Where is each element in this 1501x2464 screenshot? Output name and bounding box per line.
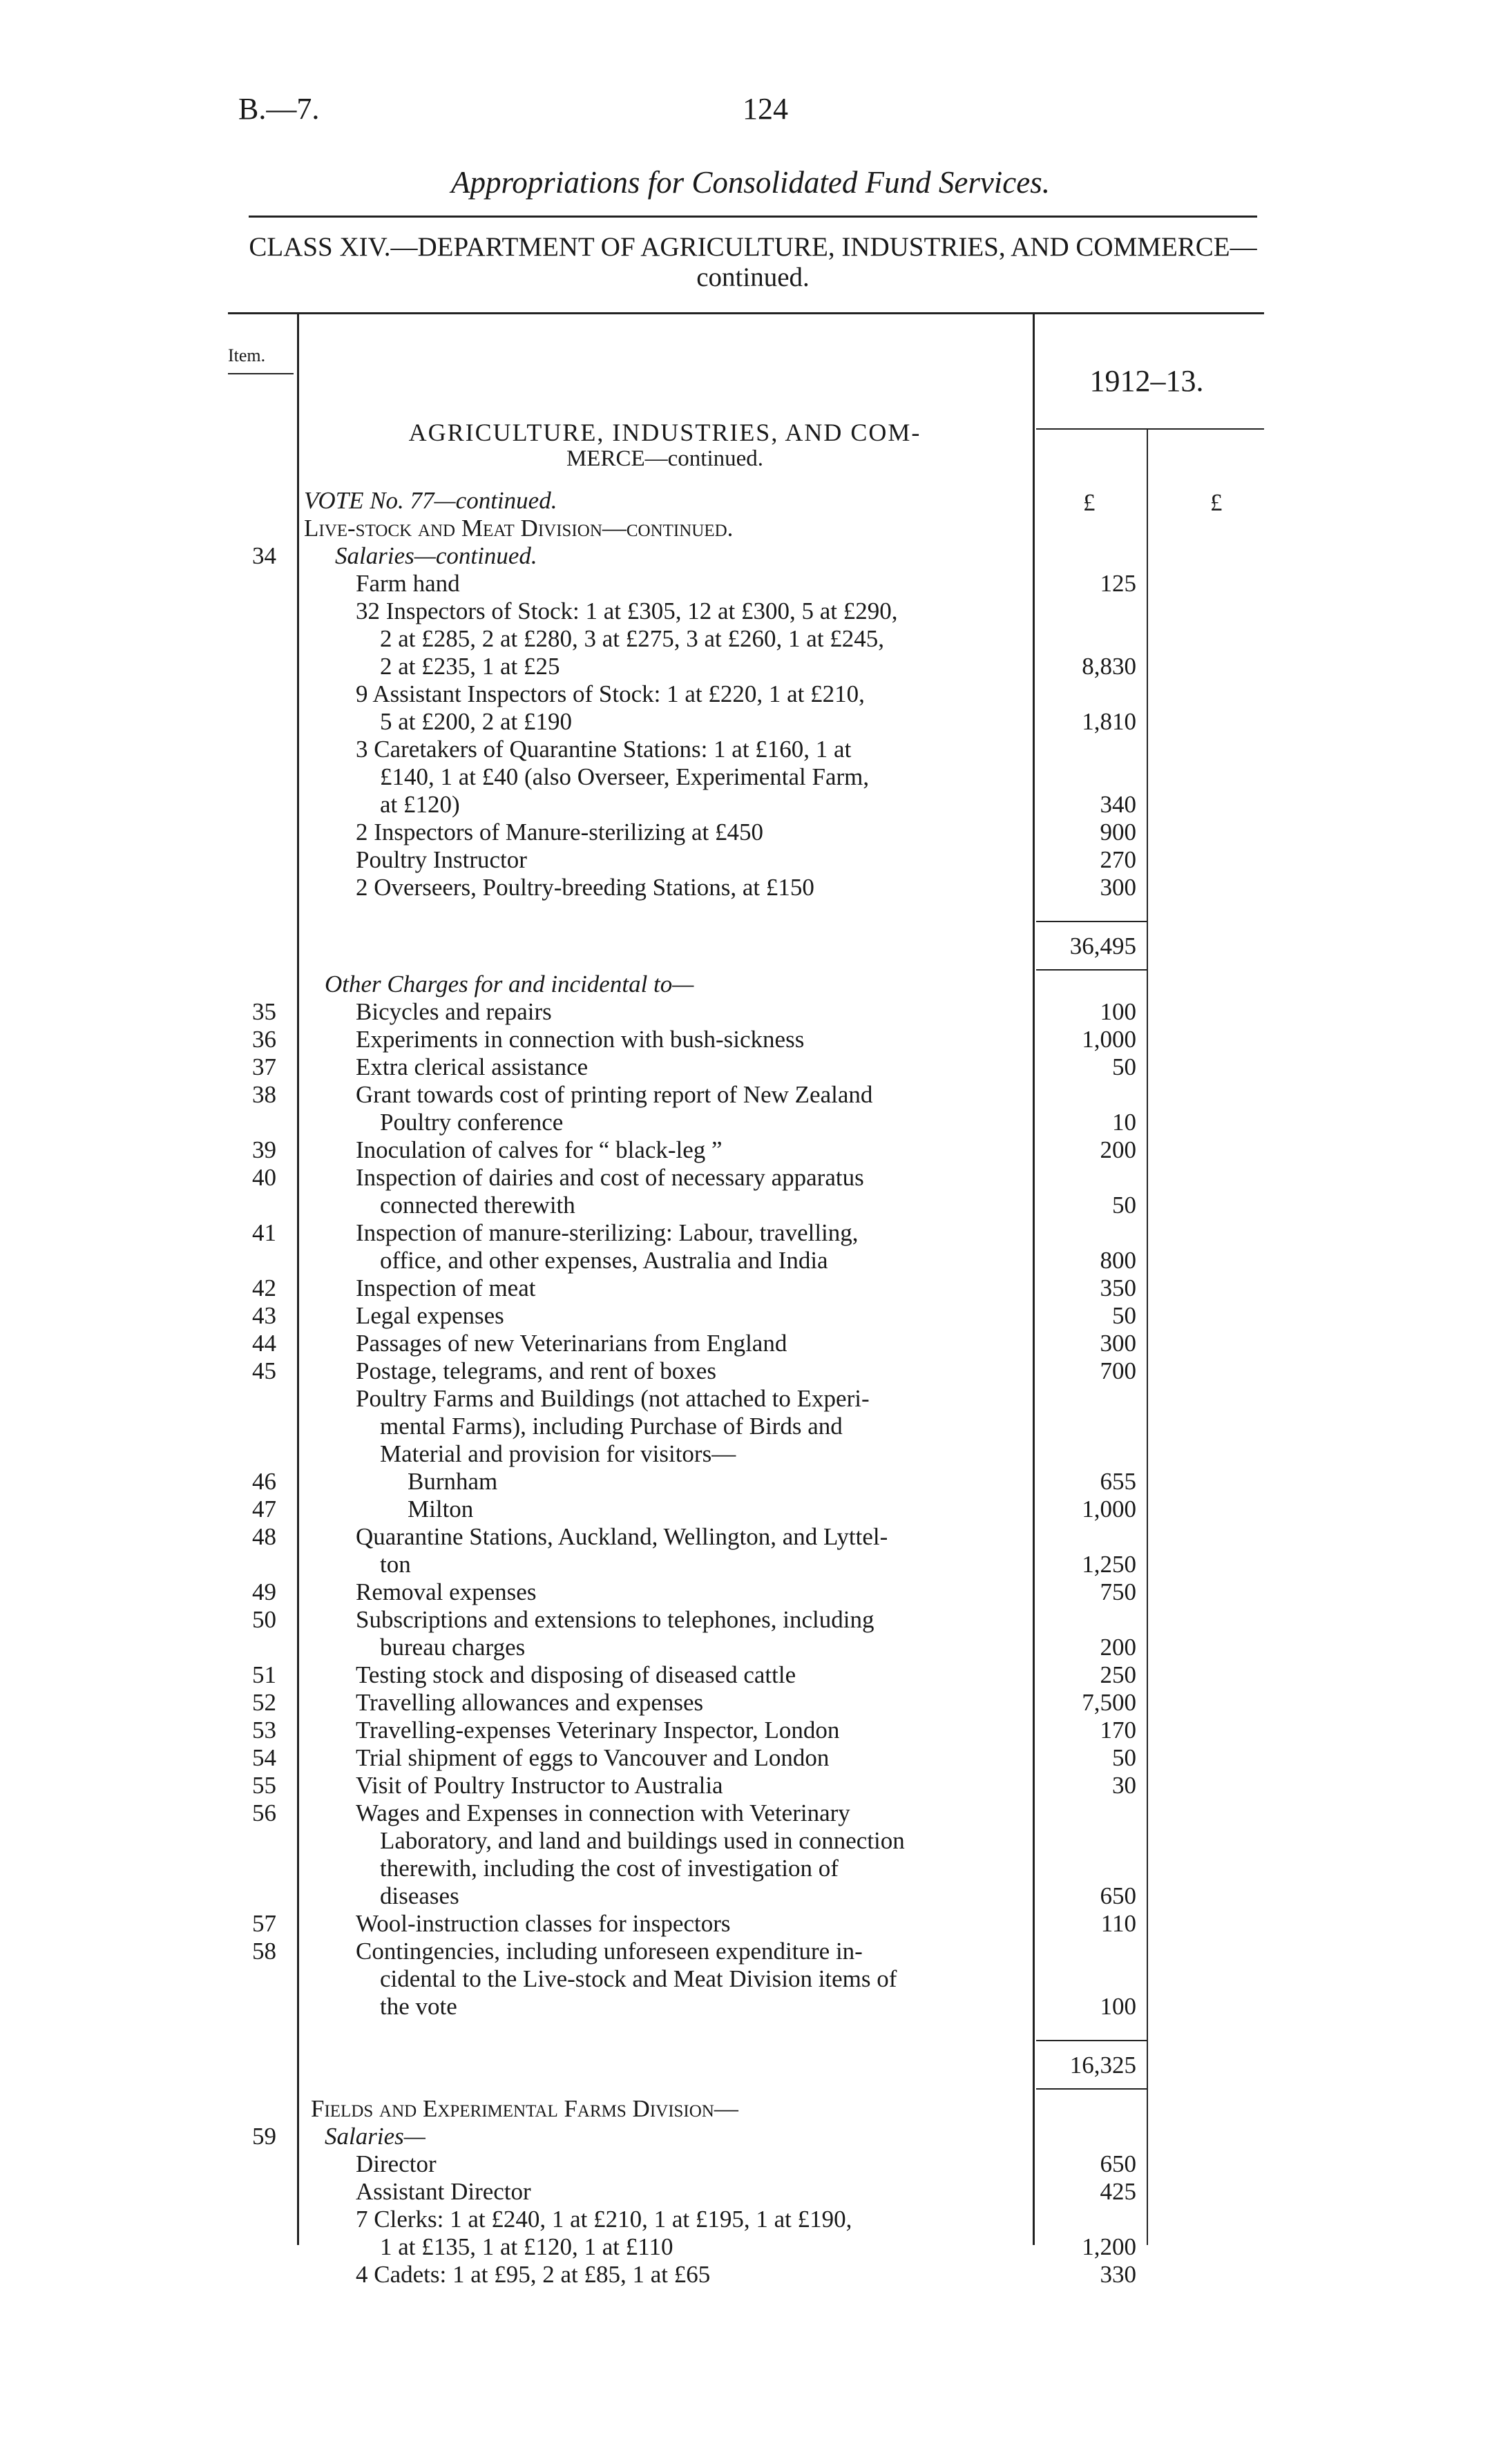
section-title: AGRICULTURE, INDUSTRIES, AND COM- [408,419,921,446]
item-number: 56 [252,1799,276,1826]
item-number: 43 [252,1302,276,1329]
line-item-text: Subscriptions and extensions to telephones, including [356,1606,874,1633]
section-title-continued: MERCE—continued. [566,446,764,471]
pound-sign-column-2: £ [1210,489,1223,516]
line-item-text: Quarantine Stations, Auckland, Wellington, and Lyttel- [356,1523,888,1550]
line-item-text: Travelling-expenses Veterinary Inspector, London [356,1717,840,1744]
line-item-text: Wages and Expenses in connection with Veterinary [356,1799,850,1826]
line-item-text: Experiments in connection with bush-sickness [356,1026,805,1053]
line-item-text: £140, 1 at £40 (also Overseer, Experimental Farm, [380,763,870,790]
item-number: 45 [252,1357,276,1384]
line-item-amount: 30 [1112,1772,1136,1799]
line-item-amount: 1,810 [1082,708,1136,735]
line-item-text: Legal expenses [356,1302,504,1329]
line-item-text: Farm hand [356,570,460,597]
line-item-text: office, and other expenses, Australia and India [380,1247,828,1274]
line-item-text: Milton [408,1496,474,1522]
line-item-amount: 125 [1100,570,1136,597]
line-item-text: 3 Caretakers of Quarantine Stations: 1 at £160, 1 at [356,736,852,763]
line-item-amount: 650 [1100,2150,1136,2177]
item-number: 44 [252,1330,276,1357]
line-item-text: Contingencies, including unforeseen expenditure in- [356,1938,863,1965]
line-item-text: at £120) [380,791,460,818]
line-item-amount: 300 [1100,874,1136,901]
vote-label: VOTE No. 77—continued. [304,487,557,514]
line-item-amount: 340 [1100,791,1136,818]
line-item-text: diseases [380,1882,459,1909]
line-item-text: the vote [380,1993,457,2020]
line-item-text: 1 at £135, 1 at £120, 1 at £110 [380,2233,673,2260]
line-item-text: connected therewith [380,1192,575,1219]
line-item-text: 7 Clerks: 1 at £240, 1 at £210, 1 at £195, 1 at £190, [356,2206,852,2233]
line-item-amount: 330 [1100,2261,1136,2288]
line-item-amount: 750 [1100,1578,1136,1605]
line-item-amount: 900 [1100,819,1136,846]
line-item-text: Poultry Farms and Buildings (not attached to Experi- [356,1385,870,1412]
line-item-amount: 170 [1100,1717,1136,1744]
item-number: 35 [252,998,276,1025]
line-item-text: 2 Overseers, Poultry-breeding Stations, at £150 [356,874,814,901]
line-item-amount: 200 [1100,1634,1136,1661]
item-number: 49 [252,1578,276,1605]
line-item-amount: 350 [1100,1274,1136,1301]
subtotal-rule [1036,969,1147,971]
line-item-text: 2 Inspectors of Manure-sterilizing at £450 [356,819,763,846]
line-item-text: Assistant Director [356,2178,531,2205]
fields-item-number: 59 [252,2123,276,2150]
total-column-rule [1147,430,1148,2245]
subtotal-rule [1036,2088,1147,2090]
line-item-text: ton [380,1551,411,1578]
line-item-text: Poultry conference [380,1109,564,1136]
line-item-amount: 10 [1112,1109,1136,1136]
line-item-text: Testing stock and disposing of diseased cattle [356,1661,796,1688]
year-header-rule [1036,428,1264,430]
year-column-header: 1912–13. [1089,364,1204,398]
item-number: 57 [252,1910,276,1937]
line-item-amount: 100 [1100,1993,1136,2020]
item-number: 38 [252,1081,276,1108]
livestock-subtotal: 36,495 [1069,933,1136,959]
page-number: 124 [743,92,788,126]
line-item-amount: 7,500 [1082,1689,1136,1716]
line-item-text: Poultry Instructor [356,846,527,873]
line-item-amount: 250 [1100,1661,1136,1688]
line-item-amount: 1,200 [1082,2233,1136,2260]
line-item-text: Laboratory, and land and buildings used in connection [380,1827,905,1854]
line-item-amount: 300 [1100,1330,1136,1357]
other-charges-subtotal: 16,325 [1069,2052,1136,2079]
item-number: 55 [252,1772,276,1799]
item-number: 58 [252,1938,276,1965]
item-number: 47 [252,1496,276,1522]
line-item-text: therewith, including the cost of investigation of [380,1855,839,1882]
item-number: 37 [252,1053,276,1080]
line-item-amount: 50 [1112,1302,1136,1329]
line-item-amount: 700 [1100,1357,1136,1384]
other-charges-heading: Other Charges for and incidental to— [325,971,694,997]
line-item-text: Director [356,2150,437,2177]
livestock-salaries-label: Salaries—continued. [335,542,537,569]
fields-division-title: Fields and Experimental Farms Division— [311,2095,738,2122]
line-item-text: 2 at £235, 1 at £25 [380,653,560,680]
table-top-rule [228,312,1264,314]
line-item-text: 32 Inspectors of Stock: 1 at £305, 12 at £300, 5 at £290, [356,598,898,624]
line-item-text: cidental to the Live-stock and Meat Division items of [380,1965,897,1992]
line-item-text: 9 Assistant Inspectors of Stock: 1 at £220, 1 at £210, [356,680,865,707]
item-number: 54 [252,1744,276,1771]
line-item-amount: 8,830 [1082,653,1136,680]
pound-sign-column-1: £ [1083,489,1096,516]
line-item-text: Trial shipment of eggs to Vancouver and London [356,1744,830,1771]
line-item-amount: 110 [1100,1910,1136,1937]
item-number: 41 [252,1219,276,1246]
line-item-amount: 1,000 [1082,1496,1136,1522]
line-item-text: Removal expenses [356,1578,537,1605]
line-item-amount: 1,250 [1082,1551,1136,1578]
line-item-amount: 650 [1100,1882,1136,1909]
line-item-amount: 425 [1100,2178,1136,2205]
line-item-text: Burnham [408,1468,498,1495]
line-item-text: bureau charges [380,1634,526,1661]
subtotal-rule [1036,2040,1147,2041]
item-number: 53 [252,1717,276,1744]
line-item-text: Wool-instruction classes for inspectors [356,1910,731,1937]
item-number: 39 [252,1136,276,1163]
page-reference: B.—7. [238,92,320,126]
item-column-header: Item. [228,345,266,365]
line-item-text: Inspection of meat [356,1274,536,1301]
item-number: 51 [252,1661,276,1688]
line-item-text: Extra clerical assistance [356,1053,589,1080]
item-number: 50 [252,1606,276,1633]
line-item-amount: 1,000 [1082,1026,1136,1053]
heading-rule [249,216,1257,218]
livestock-item-number: 34 [252,542,276,569]
line-item-amount: 50 [1112,1744,1136,1771]
line-item-text: Travelling allowances and expenses [356,1689,704,1716]
item-header-rule [228,373,294,374]
class-title: CLASS XIV.—DEPARTMENT OF AGRICULTURE, INDUSTRIES, AND COMMERCE—continued. [249,232,1257,292]
line-item-text: Inspection of dairies and cost of necessary apparatus [356,1164,864,1191]
line-item-text: mental Farms), including Purchase of Birds and [380,1413,843,1440]
line-item-amount: 270 [1100,846,1136,873]
item-number: 40 [252,1164,276,1191]
item-number: 36 [252,1026,276,1053]
page-heading: Appropriations for Consolidated Fund Services. [450,165,1051,200]
item-number: 48 [252,1523,276,1550]
line-item-text: Material and provision for visitors— [380,1440,736,1467]
livestock-division-title: Live-stock and Meat Division—continued. [304,515,734,542]
line-item-amount: 800 [1100,1247,1136,1274]
item-number: 46 [252,1468,276,1495]
line-item-amount: 50 [1112,1192,1136,1219]
line-item-amount: 200 [1100,1136,1136,1163]
line-item-text: Inspection of manure-sterilizing: Labour, travelling, [356,1219,859,1246]
line-item-text: Postage, telegrams, and rent of boxes [356,1357,716,1384]
item-number: 52 [252,1689,276,1716]
fields-salaries-label: Salaries— [325,2123,426,2150]
line-item-text: Passages of new Veterinarians from England [356,1330,787,1357]
line-item-text: Inoculation of calves for “ black-leg ” [356,1136,723,1163]
subtotal-rule [1036,921,1147,922]
line-item-text: 4 Cadets: 1 at £95, 2 at £85, 1 at £65 [356,2261,711,2288]
line-item-amount: 100 [1100,998,1136,1025]
line-item-text: Visit of Poultry Instructor to Australia [356,1772,723,1799]
line-item-text: 2 at £285, 2 at £280, 3 at £275, 3 at £260, 1 at £245, [380,625,885,652]
line-item-text: Grant towards cost of printing report of New Zealand [356,1081,873,1108]
line-item-text: Bicycles and repairs [356,998,552,1025]
line-item-amount: 655 [1100,1468,1136,1495]
item-number: 42 [252,1274,276,1301]
item-column-rule [297,314,299,2245]
line-item-text: 5 at £200, 2 at £190 [380,708,573,735]
line-item-amount: 50 [1112,1053,1136,1080]
